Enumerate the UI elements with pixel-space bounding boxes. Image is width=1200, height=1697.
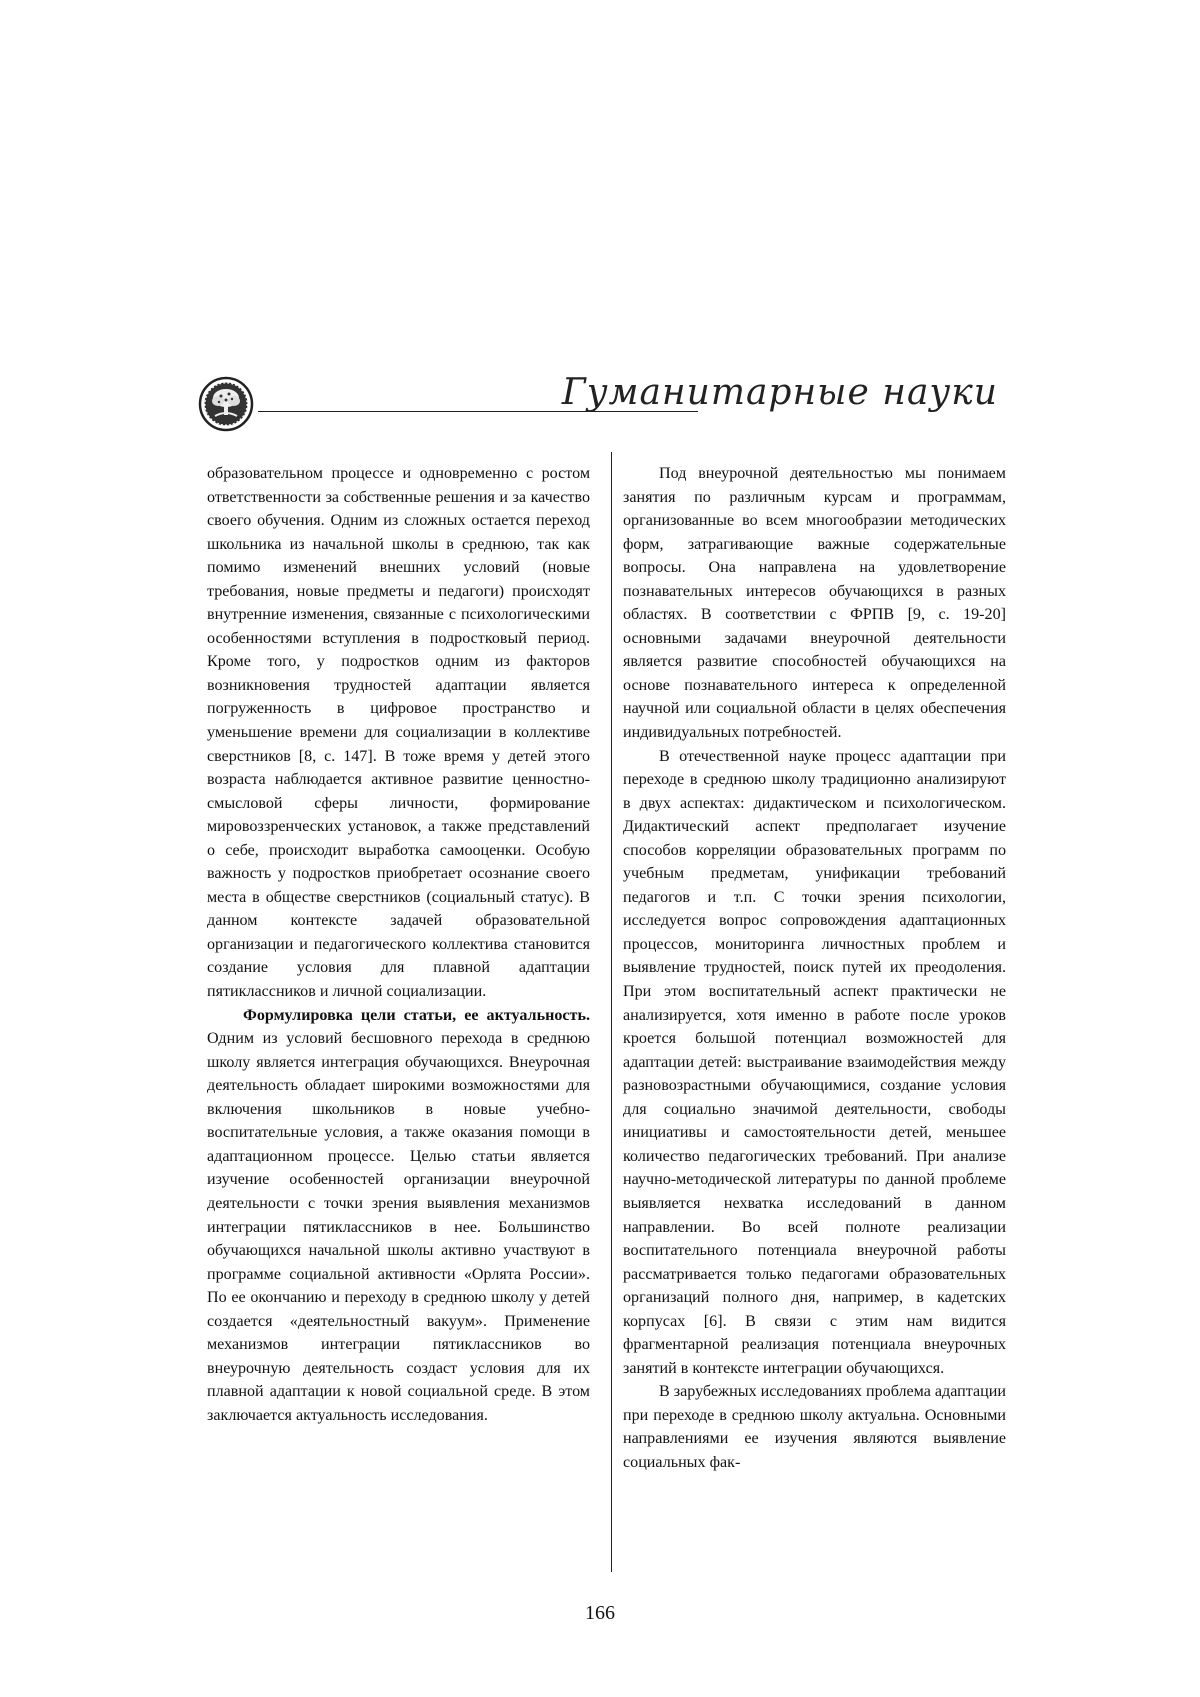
right-paragraph-3: В зарубежных исследованиях проблема адаптации при переходе в среднюю школу актуальна. Основными направлениями ее изучения являются выявление социальных фак- <box>623 1383 1006 1471</box>
column-divider <box>611 452 612 1572</box>
journal-section-title: Гуманитарные науки <box>561 372 998 413</box>
right-paragraph-2: В отечественной науке процесс адаптации при переходе в среднюю школу традиционно анализируют в двух аспектах: дидактическом и психологическом. Дидактический аспект предполагает изучение способов корреляции образовательных программ по учебным предметам, унификации требований педагогов и т.п. С точки зрения психологии, исследуется вопрос сопровождения адаптационных процессов, мониторинга личностных проблем и выявление трудностей, поиск путей их преодоления. При этом воспитательный аспект практически не анализируется, хотя именно в работе после уроков кроется большой потенциал возможностей для адаптации детей: выстраивание взаимодействия между разновозрастными обучающимися, создание условия для социально значимой деятельности, свободы инициативы и самостоятельности детей, меньшее количество педагогических требований. При анализе научно-методической литературы по данной проблеме выявляется нехватка исследований в данном направлении. Во всей полноте реализации воспитательного потенциала внеурочной работы рассматривается только педагогами образовательных организаций полного дня, например, в кадетских корпусах [6]. В связи с этим нам видится фрагментарной реализация потенциала внеурочных занятий в контексте интеграции обучающихся. <box>623 747 1006 1377</box>
left-paragraph-2 <box>207 1004 590 1428</box>
section-heading: Формулировка цели статьи, ее актуальность. <box>243 1006 590 1024</box>
running-header <box>198 368 998 448</box>
left-paragraph-2-body: Одним из условий бесшовного перехода в среднюю школу является интеграция обучающихся. Внеурочная деятельность обладает широкими возможностями для включения школьников в новые учебно-воспитательные условия, а также оказания помощи в адаптационном процессе. Целью статьи является изучение особенностей организации внеурочной деятельности с точки зрения выявления механизмов интеграции пятиклассников в нее. Большинство обучающихся начальной школы активно участвуют в программе социальной активности «Орлята России». По ее окончанию и переходу в среднюю школу у детей создается «деятельностный вакуум». Применение механизмов интеграции пятиклассников во внеурочную деятельность создаст условия для их плавной адаптации к новой социальной среде. В этом заключается актуальность исследования. <box>207 1030 590 1424</box>
right-column <box>623 462 1006 1475</box>
right-paragraph-1: Под внеурочной деятельностью мы понимаем занятия по различным курсам и программам, организованные во всем многообразии методических форм, затрагивающие важные содержательные вопросы. Она направлена на удовлетворение познавательных интересов обучающихся в разных областях. В соответствии с ФРПВ [9, с. 19-20] основными задачами внеурочной деятельности является развитие способностей обучающихся на основе познавательного интереса к определенной научной или социальной области в целях обеспечения индивидуальных потребностей. <box>623 465 1006 742</box>
left-column <box>207 462 590 1427</box>
left-paragraph-1: образовательном процессе и одновременно с ростом ответственности за собственные решения и за качество своего обучения. Одним из сложных остается переход школьника из начальной школы в среднюю, так как помимо изменений внешних условий (новые требования, новые предметы и педагоги) происходят внутренние изменения, связанные с психологическими особенностями вступления в подростковый период. Кроме того, у подростков одним из факторов возникновения трудностей адаптации является погруженность в цифровое пространство и уменьшение времени для социализации в коллективе сверстников [8, с. 147]. В тоже время у детей этого возраста наблюдается активное развитие ценностно-смысловой сферы личности, формирование мировоззренческих установок, а также представлений о себе, происходит выработка самооценки. Особую важность у подростков приобретает осознание своего места в обществе сверстников (социальный статус). В данном контексте задачей образовательной организации и педагогического коллектива становится создание условия для плавной адаптации пятиклассников и личной социализации. <box>207 465 590 1001</box>
tree-emblem-icon <box>198 376 254 432</box>
page-number: 166 <box>585 1602 615 1624</box>
